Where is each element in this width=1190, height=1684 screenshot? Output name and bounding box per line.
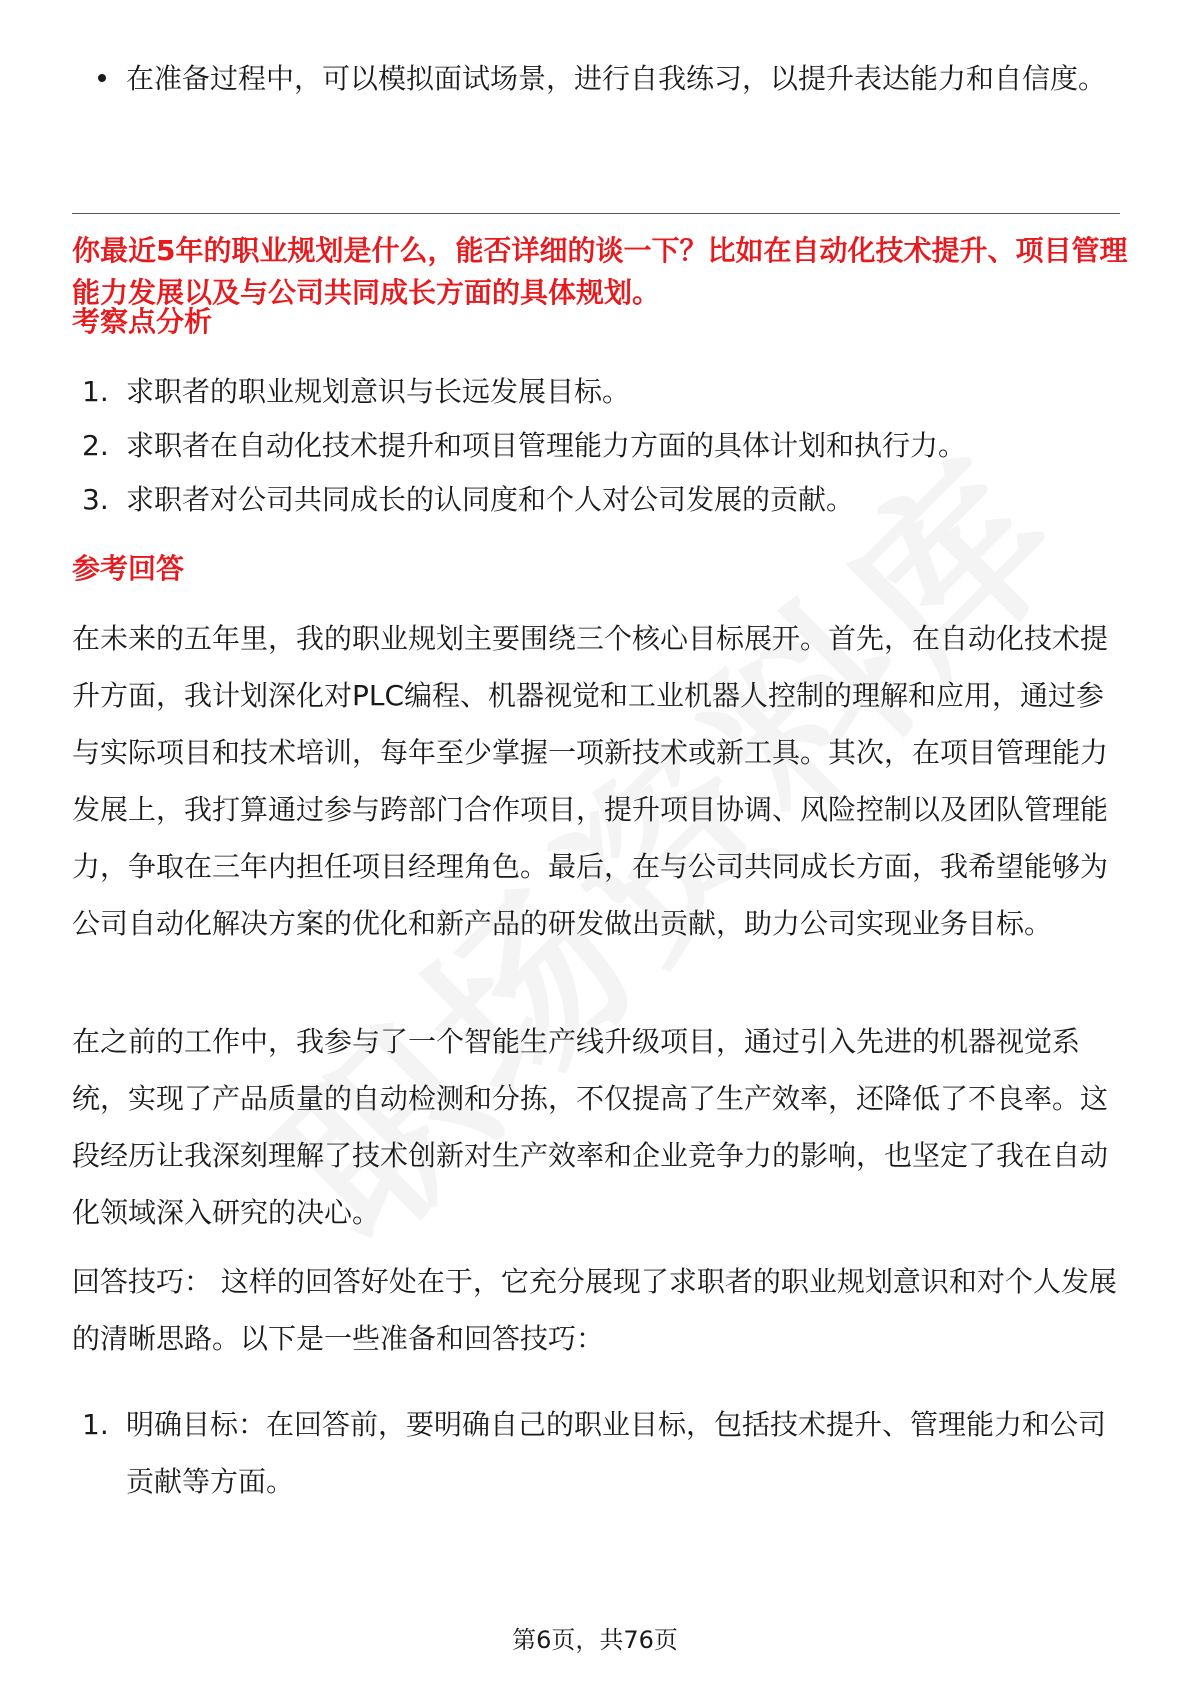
section-divider — [72, 213, 1120, 214]
tips-list — [82, 1396, 1122, 1510]
list-number: 1. — [82, 375, 109, 408]
list-item-text: 求职者的职业规划意识与长远发展目标。 — [126, 375, 631, 408]
top-bullet-text: 在准备过程中，可以模拟面试场景，进行自我练习，以提升表达能力和自信度。 — [126, 62, 1107, 95]
page-footer: 第6页，共76页 — [512, 1626, 678, 1654]
analysis-item — [82, 372, 1122, 412]
answer-tips-intro: 回答技巧： 这样的回答好处在于，它充分展现了求职者的职业规划意识和对个人发展的清晰思路。以下是一些准备和回答技巧： — [72, 1265, 1117, 1355]
answer-heading: 参考回答 — [72, 552, 185, 585]
analysis-item — [82, 480, 1122, 520]
analysis-heading: 考察点分析 — [72, 305, 213, 338]
top-bullet-item — [98, 50, 1108, 107]
analysis-list — [82, 372, 1122, 520]
interview-question: 你最近5年的职业规划是什么，能否详细的谈一下？比如在自动化技术提升、项目管理能力发展以及与公司共同成长方面的具体规划。 — [72, 234, 1128, 309]
analysis-item — [82, 426, 1122, 466]
list-number: 1. — [82, 1408, 109, 1441]
tip-item — [82, 1396, 1122, 1510]
bullet-dot-icon — [98, 74, 106, 82]
answer-paragraph: 在未来的五年里，我的职业规划主要围绕三个核心目标展开。首先，在自动化技术提升方面，我计划深化对PLC编程、机器视觉和工业机器人控制的理解和应用，通过参与实际项目和技术培训，每年至少掌握一项新技术或新工具。其次，在项目管理能力发展上，我打算通过参与跨部门合作项目，提升项目协调、风险控制以及团队管理能力，争取在三年内担任项目经理角色。最后，在与公司共同成长方面，我希望能够为公司自动化解决方案的优化和新产品的研发做出贡献，助力公司实现业务目标。 — [72, 622, 1109, 940]
list-number: 3. — [82, 483, 109, 516]
answer-paragraph: 在之前的工作中，我参与了一个智能生产线升级项目，通过引入先进的机器视觉系统，实现了产品质量的自动检测和分拣，不仅提高了生产效率，还降低了不良率。这段经历让我深刻理解了技术创新对生产效率和企业竞争力的影响，也坚定了我在自动化领域深入研究的决心。 — [72, 1025, 1109, 1229]
list-item-text: 求职者在自动化技术提升和项目管理能力方面的具体计划和执行力。 — [126, 429, 967, 462]
list-item-text: 求职者对公司共同成长的认同度和个人对公司发展的贡献。 — [126, 483, 855, 516]
list-number: 2. — [82, 429, 109, 462]
list-item-text: 明确目标：在回答前，要明确自己的职业目标，包括技术提升、管理能力和公司贡献等方面。 — [126, 1408, 1107, 1498]
